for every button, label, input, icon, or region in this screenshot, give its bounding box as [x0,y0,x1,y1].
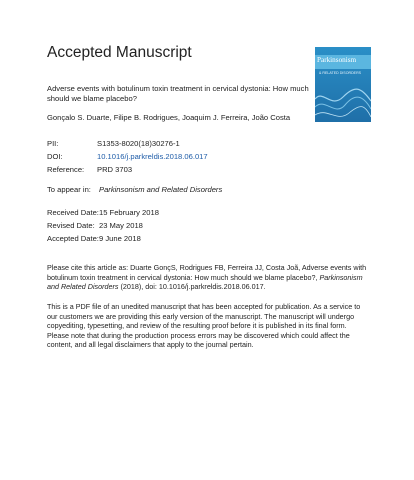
cover-wave-graphic [315,79,371,122]
page-heading: Accepted Manuscript [47,44,192,61]
doi-label: DOI: [47,152,63,161]
disclaimer-paragraph: This is a PDF file of an unedited manuscript that has been accepted for publication. As a service to our customers we are providing this early version of the manuscript. The manuscript will undergo copyediting, typesetting, and review of the resulting proof before it is published in its final form. Please note that during the production process errors may be discovered which could affect the content, and all legal disclaimers that apply to the journal pertain. [47,302,361,350]
accepted-label: Accepted Date: [47,234,99,243]
article-authors: Gonçalo S. Duarte, Filipe B. Rodrigues, Joaquim J. Ferreira, João Costa [47,113,291,122]
appear-label: To appear in: [47,185,91,194]
accepted-value: 9 June 2018 [99,234,141,243]
pii-value: S1353-8020(18)30276-1 [97,139,180,148]
received-label: Received Date: [47,208,99,217]
pii-label: PII: [47,139,59,148]
revised-label: Revised Date: [47,221,95,230]
doi-link[interactable]: 10.1016/j.parkreldis.2018.06.017 [97,152,208,161]
cover-journal-name: Parkinsonism [317,56,357,64]
reference-value: PRD 3703 [97,165,133,174]
citation-doi: (2018), doi: 10.1016/j.parkreldis.2018.06.017. [118,282,266,292]
citation-text: Please cite this article as: Duarte GonçS, Rodrigues FB, Ferreira JJ, Costa Joã, Adverse events with botulinum toxin treatment in cervical dystonia: How much should we blame placebo?, [47,263,367,282]
article-title: Adverse events with botulinum toxin treatment in cervical dystonia: How much should we blame placebo? [47,84,309,103]
received-value: 15 February 2018 [99,208,159,217]
citation-journal: Parkinsonism and Related Disorders [47,272,363,292]
revised-value: 23 May 2018 [99,221,143,230]
appear-value: Parkinsonism and Related Disorders [99,185,223,194]
journal-cover-image [315,47,371,122]
citation-paragraph [47,263,369,292]
reference-label: Reference: [47,165,85,174]
cover-subtitle: & RELATED DISORDERS [319,71,362,75]
